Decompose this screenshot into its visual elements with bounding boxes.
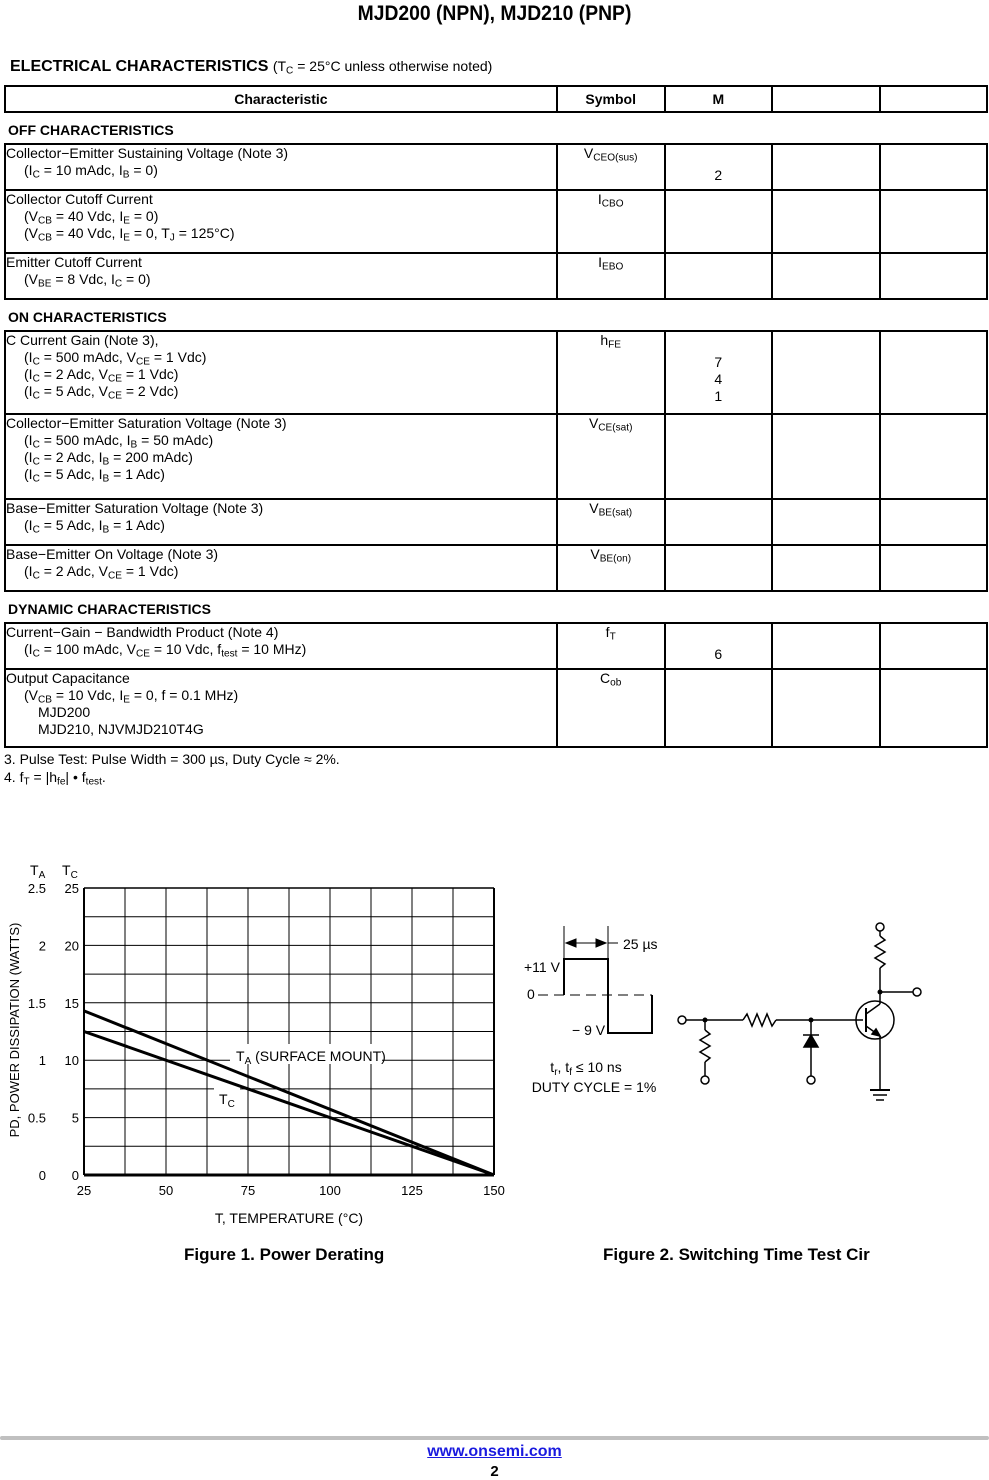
switching-test-circuit	[510, 900, 930, 1110]
col-header-5	[880, 86, 988, 112]
x-tick-label: 100	[319, 1183, 341, 1198]
resistor-icon	[875, 936, 885, 968]
footnote-3: 3. Pulse Test: Pulse Width = 300 µs, Duty Cycle ≈ 2%.	[4, 751, 340, 767]
footer-website-link[interactable]: www.onsemi.com	[427, 1443, 562, 1460]
section-heading	[10, 58, 492, 76]
ta-axis-header: $T_A$	[30, 862, 46, 881]
y-tick-label-ta: 0	[38, 1168, 46, 1183]
chart-grid	[84, 888, 494, 1175]
x-tick-label: 25	[76, 1183, 92, 1198]
y-tick-label-ta: 0.5	[27, 1110, 46, 1126]
symbol-cell: $I_{CBO}$	[557, 190, 665, 253]
table-header-row	[5, 86, 987, 112]
supply-terminal-icon	[876, 923, 884, 931]
symbol-cell: $C_{ob}$	[557, 669, 665, 747]
y-tick-label-ta: 2.5	[27, 881, 46, 896]
symbol-cell: $h_{FE}$	[557, 331, 665, 414]
section-heading-label: ELECTRICAL CHARACTERISTICS	[10, 58, 269, 75]
footnote-4: 4. $f_T = |h_{fe}|$ • $f_{test}$.	[4, 769, 106, 788]
characteristic-cell: Collector Cutoff Current ($V_{CB} = 40$ Vdc, $I_E = 0$) ($V_{CB} = 40$ Vdc, $I_E = 0$, $T_J = 125^\circ C$)	[5, 190, 557, 253]
v-high-label: +11 V	[524, 959, 560, 975]
group-dynamic: DYNAMIC CHARACTERISTICS	[8, 601, 211, 617]
arrow-left-icon	[566, 939, 576, 947]
x-tick-label: 125	[401, 1183, 423, 1198]
resistor-icon	[700, 1030, 710, 1062]
v-low-label: − 9 V	[572, 1022, 606, 1038]
v-zero-label: 0	[527, 986, 535, 1002]
characteristic-cell: Collector−Emitter Sustaining Voltage (Note 3) ($I_C = 10$ mAdc, $I_B = 0$)	[5, 144, 557, 190]
x-tick-label: 75	[240, 1183, 256, 1198]
terminal-icon	[701, 1076, 709, 1084]
y-axis-label: PD, POWER DISSIPATION (WATTS)	[7, 922, 22, 1138]
col-header-symbol: Symbol	[557, 86, 665, 112]
section-heading-condition: ($T_C = 25^\circ C$ unless otherwise noted)	[272, 58, 493, 77]
y-tick-label-ta: 2	[38, 938, 46, 954]
symbol-cell: $V_{CE(sat)}$	[557, 414, 665, 499]
resistor-icon	[743, 1014, 776, 1026]
symbol-cell: $V_{BE(on)}$	[557, 545, 665, 591]
figure-2-caption: Figure 2. Switching Time Test Cir	[603, 1245, 870, 1264]
table-row	[5, 414, 987, 499]
col-header-4	[772, 86, 879, 112]
terminal-icon	[807, 1076, 815, 1084]
y-tick-label-tc: 0	[71, 1168, 79, 1183]
table-row	[5, 190, 987, 253]
col-header-min: M	[665, 86, 773, 112]
characteristic-cell: Output Capacitance ($V_{CB} = 10$ Vdc, $I_E = 0$, f = 0.1 MHz) MJD200 MJD210, NJVMJD210T4G	[5, 669, 557, 747]
table-row	[5, 499, 987, 545]
characteristic-cell: Base−Emitter On Voltage (Note 3) ($I_C = 2$ Adc, $V_{CE} = 1$ Vdc)	[5, 545, 557, 591]
min-cell: 2	[665, 144, 773, 190]
group-off: OFF CHARACTERISTICS	[8, 122, 174, 138]
x-axis-label: T, TEMPERATURE (°C)	[214, 1210, 364, 1226]
x-tick-label: 50	[158, 1183, 174, 1198]
output-terminal-icon	[913, 988, 921, 996]
y-tick-label-tc: 20	[64, 938, 79, 954]
characteristic-cell: Current−Gain − Bandwidth Product (Note 4) ($I_C = 100$ mAdc, $V_{CE} = 10$ Vdc, $f_{test} = 10$ MHz)	[5, 623, 557, 669]
table-row	[5, 623, 987, 669]
group-on: ON CHARACTERISTICS	[8, 309, 167, 325]
symbol-cell: $V_{CEO(sus)}$	[557, 144, 665, 190]
table-row	[5, 545, 987, 591]
symbol-cell: $V_{BE(sat)}$	[557, 499, 665, 545]
duty-cycle-label: DUTY CYCLE = 1%	[531, 1079, 657, 1095]
input-terminal-icon	[678, 1016, 686, 1024]
power-derating-chart	[0, 850, 520, 1230]
y-tick-label-tc: 5	[71, 1110, 79, 1126]
characteristic-cell: Collector−Emitter Saturation Voltage (Note 3) ($I_C = 500$ mAdc, $I_B = 50$ mAdc) ($I_C = 2$ Adc, $I_B = 200$ mAdc) ($I_C = 5$ Adc, $I_B = 1$ Adc)	[5, 414, 557, 499]
figure-1-caption: Figure 1. Power Derating	[184, 1245, 385, 1264]
x-tick-label: 150	[483, 1183, 505, 1198]
min-cell: 6	[665, 623, 773, 669]
page-number: 2	[490, 1463, 499, 1480]
y-tick-label-tc: 15	[64, 995, 79, 1011]
min-cell: 7 4 1	[665, 331, 773, 414]
table-row	[5, 669, 987, 747]
tc-axis-header: $T_C$	[62, 862, 78, 881]
series-label-tc: $T_C$	[219, 1091, 235, 1110]
y-tick-label-ta: 1.5	[27, 995, 46, 1011]
characteristic-cell: Base−Emitter Saturation Voltage (Note 3) ($I_C = 5$ Adc, $I_B = 1$ Adc)	[5, 499, 557, 545]
table-row	[5, 253, 987, 299]
schematic	[678, 923, 921, 1100]
series-label-ta: $T_A$ (SURFACE MOUNT)	[236, 1048, 386, 1067]
y-tick-label-ta: 1	[38, 1053, 46, 1069]
arrow-right-icon	[596, 939, 606, 947]
electrical-characteristics-table	[4, 85, 988, 748]
footer-divider	[0, 1436, 989, 1440]
characteristic-cell: C Current Gain (Note 3), ($I_C = 500$ mAdc, $V_{CE} = 1$ Vdc) ($I_C = 2$ Adc, $V_{CE} = 1$ Vdc) ($I_C = 5$ Adc, $V_{CE} = 2$ Vdc)	[5, 331, 557, 414]
diode-icon	[804, 1035, 818, 1047]
symbol-cell: $I_{EBO}$	[557, 253, 665, 299]
y-tick-label-tc: 25	[64, 881, 79, 896]
col-header-characteristic: Characteristic	[5, 86, 557, 112]
table-row	[5, 144, 987, 190]
pulse-width-label: 25 µs	[623, 936, 658, 952]
rise-fall-label: $t_r$, $t_f \le 10$ ns	[550, 1059, 622, 1078]
y-tick-label-tc: 10	[64, 1053, 79, 1069]
table-row	[5, 331, 987, 414]
characteristic-cell: Emitter Cutoff Current ($V_{BE} = 8$ Vdc, $I_C = 0$)	[5, 253, 557, 299]
footnotes	[4, 750, 340, 786]
page-title: MJD200 (NPN), MJD210 (PNP)	[357, 2, 632, 25]
symbol-cell: $f_T$	[557, 623, 665, 669]
